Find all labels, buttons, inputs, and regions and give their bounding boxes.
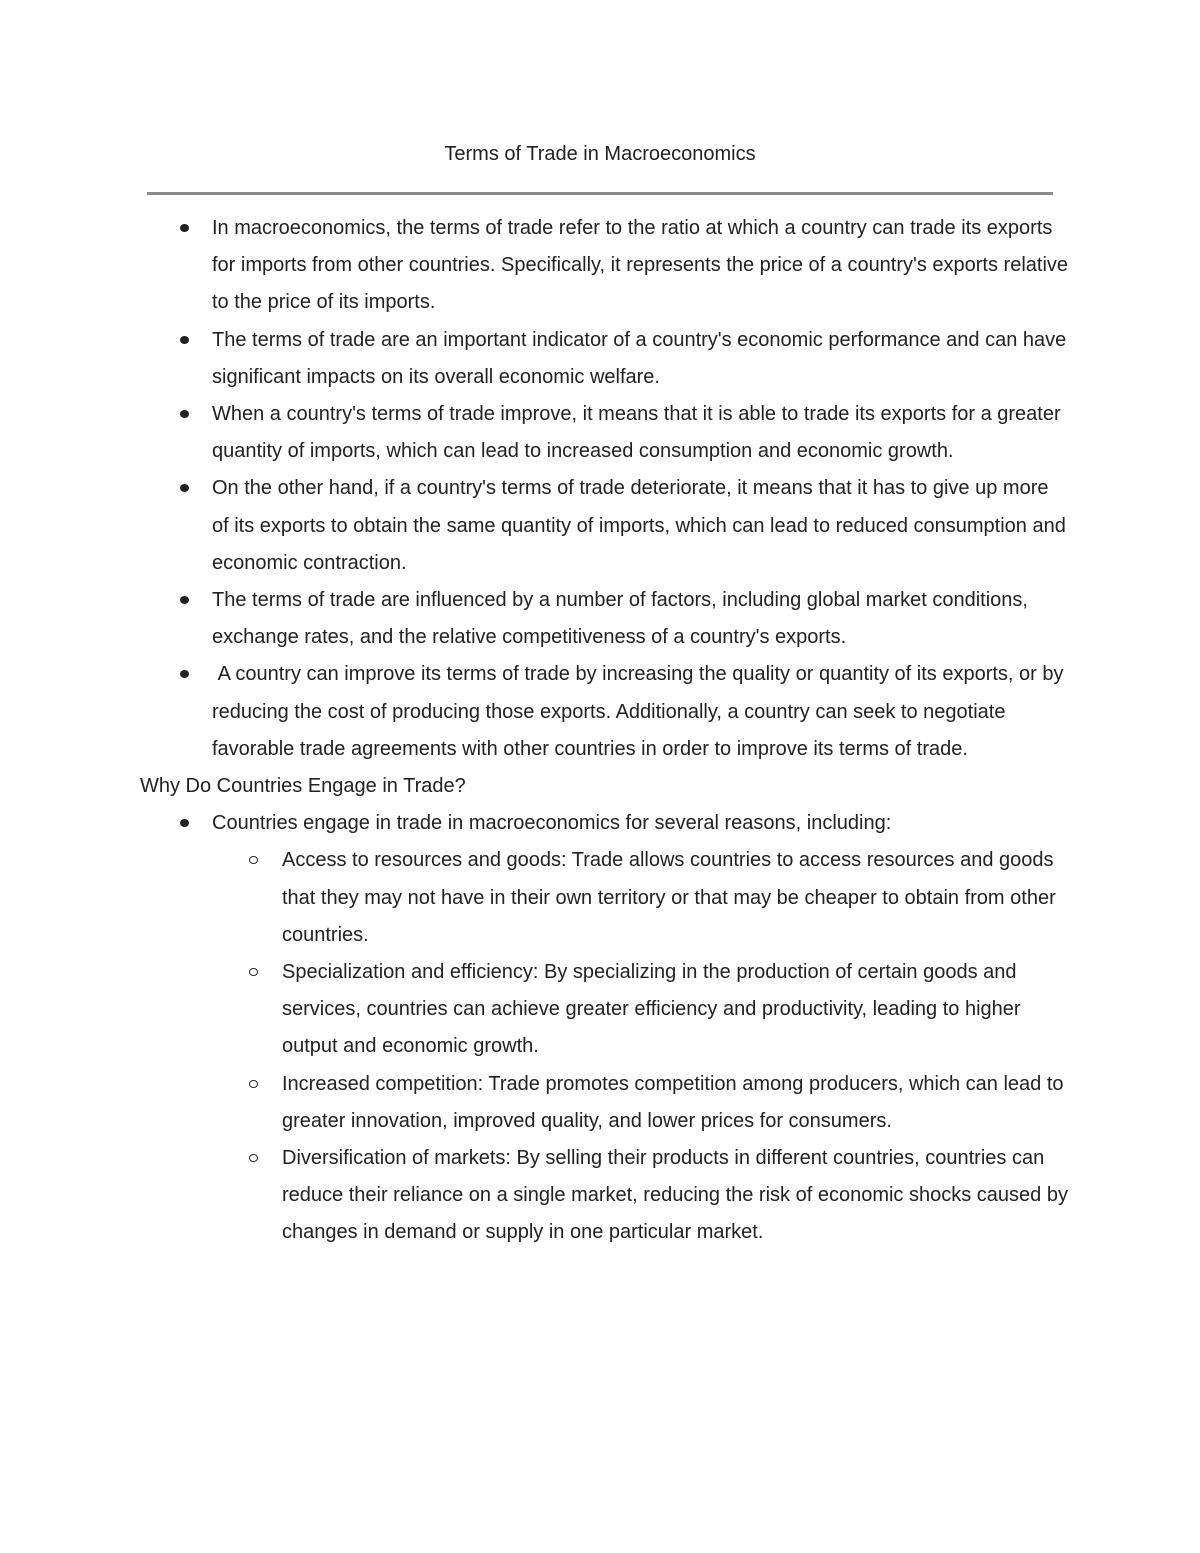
bullet-disc-icon bbox=[180, 484, 189, 492]
list-item-text: In macroeconomics, the terms of trade refer to the ratio at which a country can trade its exports for imports from other countries. Specifically, it represents the price of a country's exports relative to the price of its imports. bbox=[212, 217, 1069, 314]
bullet-circle-icon bbox=[249, 1080, 258, 1088]
document-body bbox=[140, 210, 1070, 1252]
title-divider bbox=[147, 192, 1053, 195]
bullet-disc-icon bbox=[180, 596, 189, 604]
sublist-item-text: Increased competition: Trade promotes competition among producers, which can lead to greater innovation, improved quality, and lower prices for consumers. bbox=[282, 1072, 1064, 1132]
sublist-item bbox=[140, 842, 1070, 954]
sublist-item-text: Specialization and efficiency: By specializing in the production of certain goods and services, countries can achieve greater efficiency and productivity, leading to higher output and economic growth. bbox=[282, 961, 1021, 1058]
bullet-disc-icon bbox=[180, 336, 189, 344]
reasons-sublist bbox=[140, 842, 1070, 1251]
list-item bbox=[140, 322, 1070, 396]
sublist-item-text: Access to resources and goods: Trade allows countries to access resources and goods that they may not have in their own territory or that may be cheaper to obtain from other countries. bbox=[282, 849, 1056, 946]
list-item-text: A country can improve its terms of trade by increasing the quality or quantity of its exports, or by reducing the cost of producing those exports. Additionally, a country can seek to negotiate favorable trade agreements with other countries in order to improve its terms of trade. bbox=[212, 663, 1070, 760]
sublist-item bbox=[140, 1066, 1070, 1140]
bullet-disc-icon bbox=[180, 819, 189, 827]
list-item-text: When a country's terms of trade improve, it means that it is able to trade its exports for a greater quantity of imports, which can lead to increased consumption and economic growth. bbox=[212, 403, 1061, 463]
terms-of-trade-list bbox=[140, 210, 1070, 768]
bullet-disc-icon bbox=[180, 224, 189, 232]
list-item-text: Countries engage in trade in macroeconomics for several reasons, including: bbox=[212, 812, 892, 835]
list-item bbox=[140, 396, 1070, 470]
bullet-circle-icon bbox=[249, 1154, 258, 1162]
list-item bbox=[140, 582, 1070, 656]
list-item bbox=[140, 656, 1070, 768]
sublist-item-text: Diversification of markets: By selling their products in different countries, countries can reduce their reliance on a single market, reducing the risk of economic shocks caused by changes in demand or supply in one particular market. bbox=[282, 1147, 1068, 1244]
document-title: Terms of Trade in Macroeconomics bbox=[444, 143, 756, 165]
list-item-text: On the other hand, if a country's terms of trade deteriorate, it means that it has to give up more of its exports to obtain the same quantity of imports, which can lead to reduced consumption and economic contraction. bbox=[212, 477, 1066, 574]
bullet-disc-icon bbox=[180, 410, 189, 418]
list-item-text: The terms of trade are influenced by a number of factors, including global market conditions, exchange rates, and the relative competitiveness of a country's exports. bbox=[212, 589, 1028, 649]
list-item bbox=[140, 805, 1070, 842]
list-item bbox=[140, 210, 1070, 322]
bullet-circle-icon bbox=[249, 856, 258, 864]
section-heading: Why Do Countries Engage in Trade? bbox=[140, 775, 466, 798]
sublist-item bbox=[140, 1140, 1070, 1252]
bullet-circle-icon bbox=[249, 968, 258, 976]
sublist-item bbox=[140, 954, 1070, 1066]
reasons-list bbox=[140, 805, 1070, 842]
list-item bbox=[140, 470, 1070, 582]
list-item-text: The terms of trade are an important indicator of a country's economic performance and can have significant impacts on its overall economic welfare. bbox=[212, 328, 1067, 388]
bullet-disc-icon bbox=[180, 670, 189, 678]
